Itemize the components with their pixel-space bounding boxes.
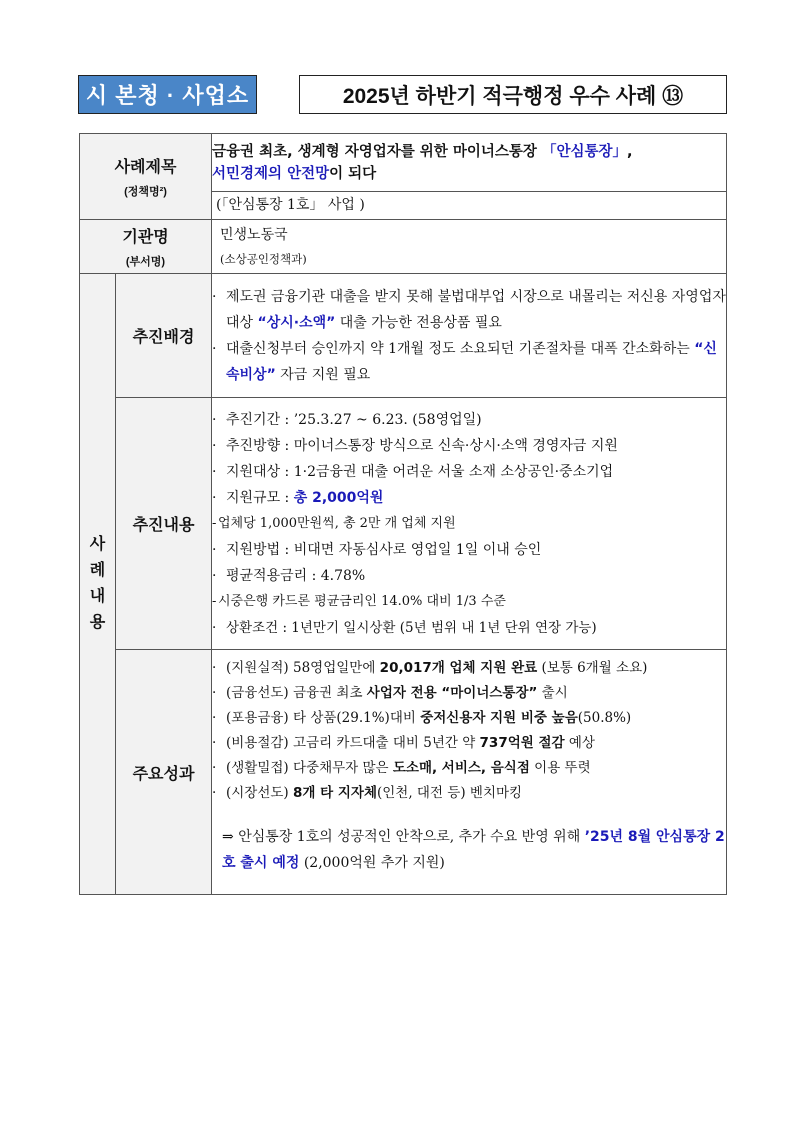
item-text: 대출 가능한 전용상품 필요 [335,314,502,331]
details-subitem [212,511,726,537]
item-text: (지원실적) 58영업일만에 [226,660,380,676]
title-line1-suffix: , [626,143,633,160]
conclusion-text: (2,000억원 추가 지원) [299,855,445,871]
title-line2-highlight: 서민경제의 안전망 [212,165,330,182]
details-item [212,485,726,511]
vert-char: 사 [89,536,106,553]
bullet: · [212,660,217,676]
agency-value [212,220,727,274]
bullet: · [212,340,217,357]
policy-name: (「안심통장 1호」 사업 ) [212,192,727,220]
case-table [79,133,727,895]
item-text: 자금 지원 필요 [275,366,371,383]
item-text: 지원규모 : [226,489,294,506]
vert-char: 내 [89,588,106,605]
conclusion-text: 안심통장 1호의 성공적인 안착으로, 추가 수요 반영 위해 [238,829,585,845]
item-text: 예상 [564,735,595,751]
results-item [212,706,726,731]
title-line1-highlight: 「안심통장」 [541,143,627,160]
case-content-label [80,274,116,895]
item-text: 업체당 1,000만원씩, 총 2만 개 업체 지원 [218,515,456,531]
conclusion [212,824,726,876]
bullet: - [212,515,217,531]
details-subitem [212,589,726,615]
agency-label [80,220,212,274]
item-text: (생활밀접) 다중채무자 많은 [226,760,393,776]
item-text: 제도권 금융기관 대출을 받지 못해 불법대부업 시장으로 내몰리는 저신용 자영업자 대상 [226,288,726,331]
background-label: 추진배경 [116,274,212,398]
bullet: · [212,288,217,305]
case-title-label [80,134,212,220]
results-item [212,681,726,706]
details-content [212,398,727,650]
item-emphasis: 8개 타 지자체 [293,785,377,801]
item-text: (보통 6개월 소요) [537,660,648,676]
bullet: · [212,710,217,726]
item-emphasis: 도소매, 서비스, 음식점 [392,760,530,776]
conclusion-highlight: ’25년 8월 안심통장 2호 출시 예정 [222,829,725,871]
arrow-icon: ⇒ [222,829,234,845]
item-highlight: “상시·소액” [257,314,336,331]
item-text: 평균적용금리 : 4.78% [226,567,366,584]
bullet: · [212,760,217,776]
details-item [212,407,726,433]
office-badge: 시 본청 · 사업소 [78,75,257,114]
bullet: · [212,437,217,454]
item-highlight: “신속비상” [226,340,717,383]
department-name: (소상공인정책과) [220,251,307,266]
bullet: · [212,411,217,428]
item-text: (비용절감) 고금리 카드대출 대비 5년간 약 [226,735,480,751]
case-title-text [212,134,727,192]
bullet: · [212,785,217,801]
results-content [212,650,727,895]
bullet: · [212,685,217,701]
item-text: (시장선도) [226,785,293,801]
item-text: 대출신청부터 승인까지 약 1개월 정도 소요되던 기존절차를 대폭 간소화하는 [226,340,695,357]
agency-name: 민생노동국 [220,226,288,243]
details-item [212,459,726,485]
background-content [212,274,727,398]
item-text: 추진기간 : ’25.3.27 ~ 6.23. (58영업일) [226,411,482,428]
agency-label-text: 기관명 [122,229,169,246]
item-text: (인천, 대전 등) 벤치마킹 [377,785,523,801]
item-text: 출시 [537,685,568,701]
item-text: (50.8%) [577,710,632,726]
bullet: - [212,593,217,609]
details-item [212,615,726,641]
vert-char: 용 [89,614,106,631]
title-line1-prefix: 금융권 최초, 생계형 자영업자를 위한 마이너스통장 [212,143,542,160]
case-title-label-text: 사례제목 [114,159,177,176]
bullet: · [212,735,217,751]
results-label: 주요성과 [116,650,212,895]
bullet: · [212,619,217,636]
title-line2-suffix: 이 되다 [329,165,377,182]
item-text: 이용 뚜렷 [529,760,591,776]
item-text: 추진방향 : 마이너스통장 방식으로 신속·상시·소액 경영자금 지원 [226,437,618,454]
case-title-sublabel: (정책명²) [124,186,167,198]
results-item [212,781,726,806]
item-text: (금융선도) 금융권 최초 [226,685,367,701]
details-item [212,563,726,589]
background-item [212,336,726,388]
details-item [212,433,726,459]
results-item [212,756,726,781]
item-text: 시중은행 카드론 평균금리인 14.0% 대비 1/3 수준 [218,593,506,609]
bullet: · [212,463,217,480]
page-title: 2025년 하반기 적극행정 우수 사례 ⑬ [299,75,727,114]
item-emphasis: 중저신용자 지원 비중 높음 [420,710,578,726]
item-emphasis: 사업자 전용 “마이너스통장” [366,685,538,701]
item-text: 지원대상 : 1·2금융권 대출 어려운 서울 소재 소상공인·중소기업 [226,463,614,480]
details-label: 추진내용 [116,398,212,650]
item-emphasis: 20,017개 업체 지원 완료 [379,660,538,676]
item-text: (포용금융) 타 상품(29.1%)대비 [226,710,421,726]
item-text: 상환조건 : 1년만기 일시상환 (5년 범위 내 1년 단위 연장 가능) [226,619,597,636]
background-item [212,284,726,336]
agency-sublabel: (부서명) [125,256,166,268]
item-text: 지원방법 : 비대면 자동심사로 영업일 1일 이내 승인 [226,541,542,558]
bullet: · [212,489,217,506]
item-emphasis: 737억원 절감 [479,735,565,751]
item-highlight: 총 2,000억원 [293,489,384,506]
bullet: · [212,567,217,584]
bullet: · [212,541,217,558]
details-item [212,537,726,563]
results-item [212,731,726,756]
results-item [212,656,726,681]
vert-char: 례 [89,562,106,579]
